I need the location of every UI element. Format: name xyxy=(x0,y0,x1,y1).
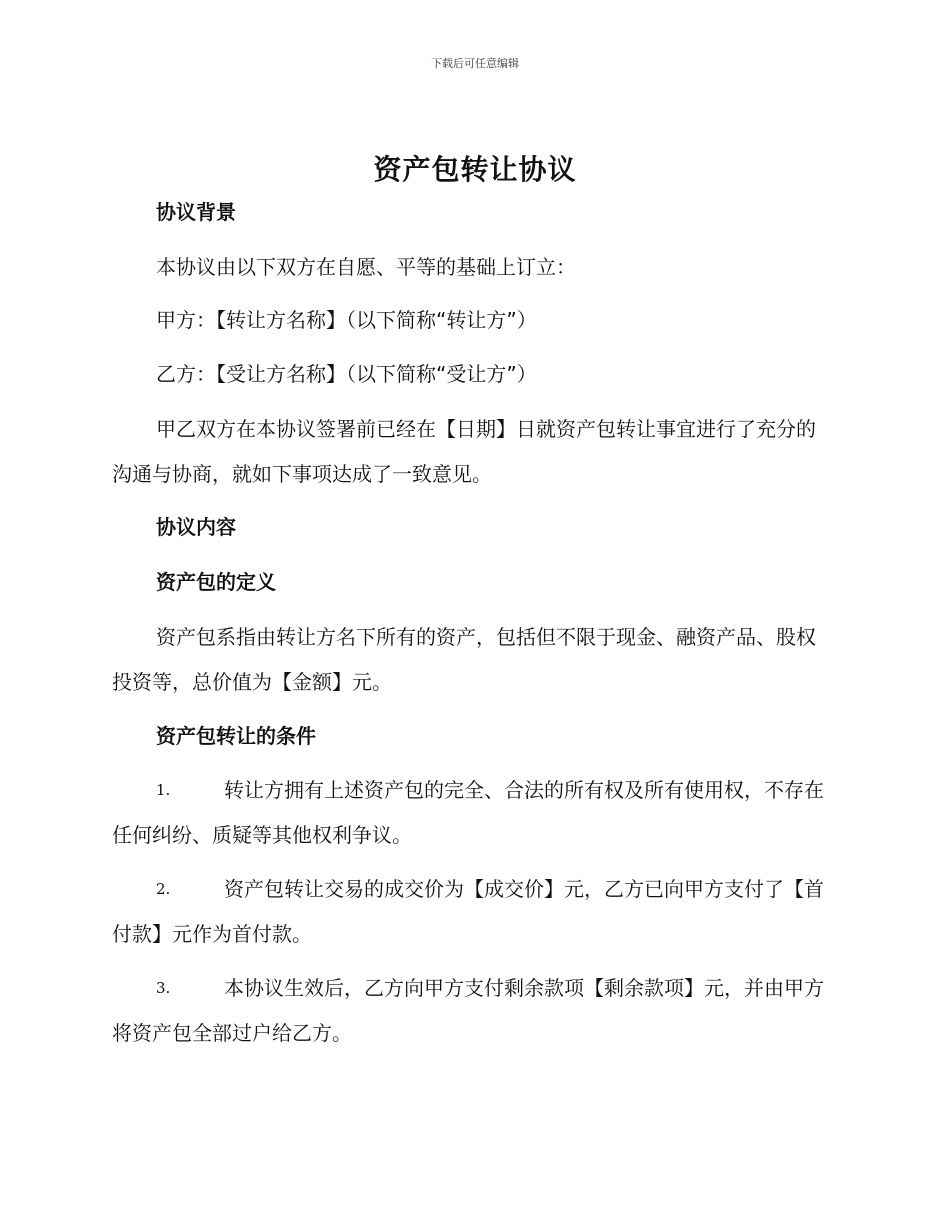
subheading-definition: 资产包的定义 xyxy=(156,570,276,594)
section-heading-background: 协议背景 xyxy=(156,200,236,224)
party-a-line: 甲方：【转让方名称】（以下简称“转让方”） xyxy=(156,308,537,332)
condition-number: 2. xyxy=(156,880,171,898)
condition-item-2 xyxy=(112,867,832,957)
condition-number: 3. xyxy=(156,979,171,997)
condition-item-3 xyxy=(112,966,832,1056)
document-title: 资产包转让协议 xyxy=(373,153,577,186)
intro-paragraph: 本协议由以下双方在自愿、平等的基础上订立： xyxy=(156,255,576,279)
header-note: 下载后可任意编辑 xyxy=(431,57,519,70)
subheading-conditions: 资产包转让的条件 xyxy=(156,724,316,748)
definition-paragraph: 资产包系指由转让方名下所有的资产，包括但不限于现金、融资产品、股权投资等，总价值为【金额】元。 xyxy=(112,625,816,694)
condition-text: 资产包转让交易的成交价为【成交价】元，乙方已向甲方支付了【首付款】元作为首付款。 xyxy=(112,877,824,946)
party-b-line: 乙方：【受让方名称】（以下简称“受让方”） xyxy=(156,362,537,386)
condition-number: 1. xyxy=(156,781,171,799)
section-heading-content: 协议内容 xyxy=(156,515,236,539)
statement-paragraph: 甲乙双方在本协议签署前已经在【日期】日就资产包转让事宜进行了充分的沟通与协商，就如下事项达成了一致意见。 xyxy=(112,417,816,486)
condition-text: 转让方拥有上述资产包的完全、合法的所有权及所有使用权，不存在任何纠纷、质疑等其他权利争议。 xyxy=(112,778,824,847)
condition-text: 本协议生效后，乙方向甲方支付剩余款项【剩余款项】元，并由甲方将资产包全部过户给乙方。 xyxy=(112,976,824,1045)
condition-item-1 xyxy=(112,768,832,858)
